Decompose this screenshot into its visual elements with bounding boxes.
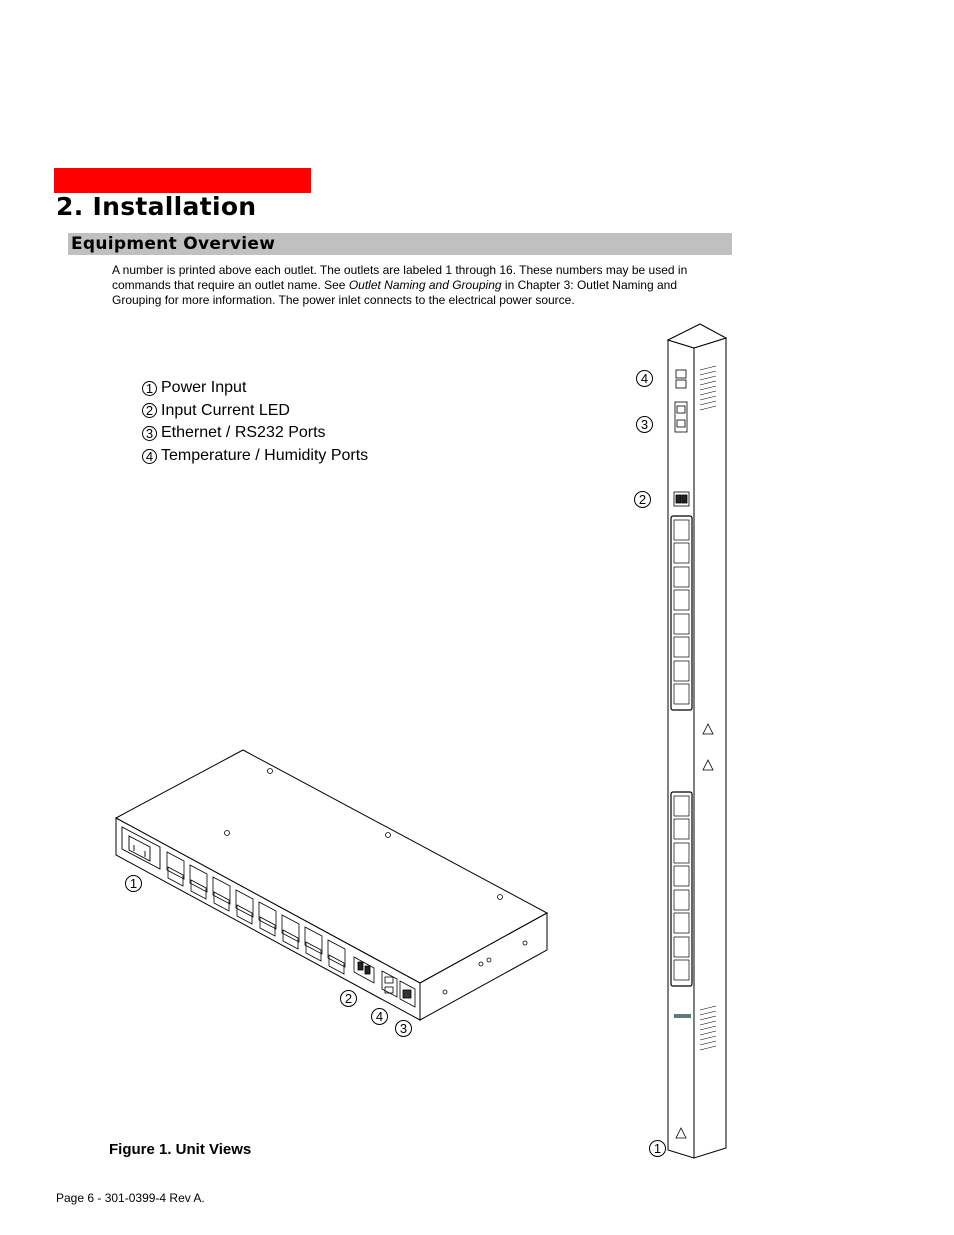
section-title: Equipment Overview bbox=[71, 234, 276, 254]
callout-vertical-1: 1 bbox=[649, 1140, 666, 1157]
callout-vertical-4: 4 bbox=[636, 370, 653, 387]
callout-vertical-3: 3 bbox=[636, 416, 653, 433]
callout-horizontal-3: 3 bbox=[395, 1020, 412, 1037]
page-footer: Page 6 - 301-0399-4 Rev A. bbox=[56, 1191, 205, 1205]
legend-number: 4 bbox=[142, 449, 157, 464]
legend-number: 2 bbox=[142, 403, 157, 418]
component-legend bbox=[142, 377, 368, 467]
figure-caption: Figure 1. Unit Views bbox=[109, 1141, 252, 1158]
chapter-accent-bar bbox=[54, 168, 311, 193]
legend-label: Ethernet / RS232 Ports bbox=[161, 424, 326, 442]
legend-number: 3 bbox=[142, 426, 157, 441]
callout-horizontal-1: 1 bbox=[125, 875, 142, 892]
callout-horizontal-2: 2 bbox=[340, 990, 357, 1007]
legend-item bbox=[142, 377, 368, 400]
legend-item bbox=[142, 445, 368, 468]
legend-number: 1 bbox=[142, 381, 157, 396]
intro-text-2: in Chapter 3: Outlet Naming and Grouping for more information. The power inlet connects to the electrical power source. bbox=[112, 278, 678, 307]
callout-horizontal-4: 4 bbox=[371, 1008, 388, 1025]
intro-paragraph bbox=[112, 263, 722, 308]
legend-label: Temperature / Humidity Ports bbox=[161, 447, 369, 465]
horizontal-pdu-illustration bbox=[110, 745, 555, 1020]
legend-label: Power Input bbox=[161, 379, 247, 397]
legend-label: Input Current LED bbox=[161, 401, 290, 419]
callout-vertical-2: 2 bbox=[634, 491, 651, 508]
chapter-title: 2. Installation bbox=[56, 192, 257, 221]
intro-link-text: Outlet Naming and Grouping bbox=[348, 278, 502, 292]
vertical-pdu-illustration bbox=[662, 320, 732, 1162]
legend-item bbox=[142, 422, 368, 445]
legend-item bbox=[142, 400, 368, 423]
intro-text-1: A number is printed above each outlet. The outlets are labeled 1 through 16. These numbers may be used in commands that require an outlet name. See bbox=[112, 263, 688, 292]
